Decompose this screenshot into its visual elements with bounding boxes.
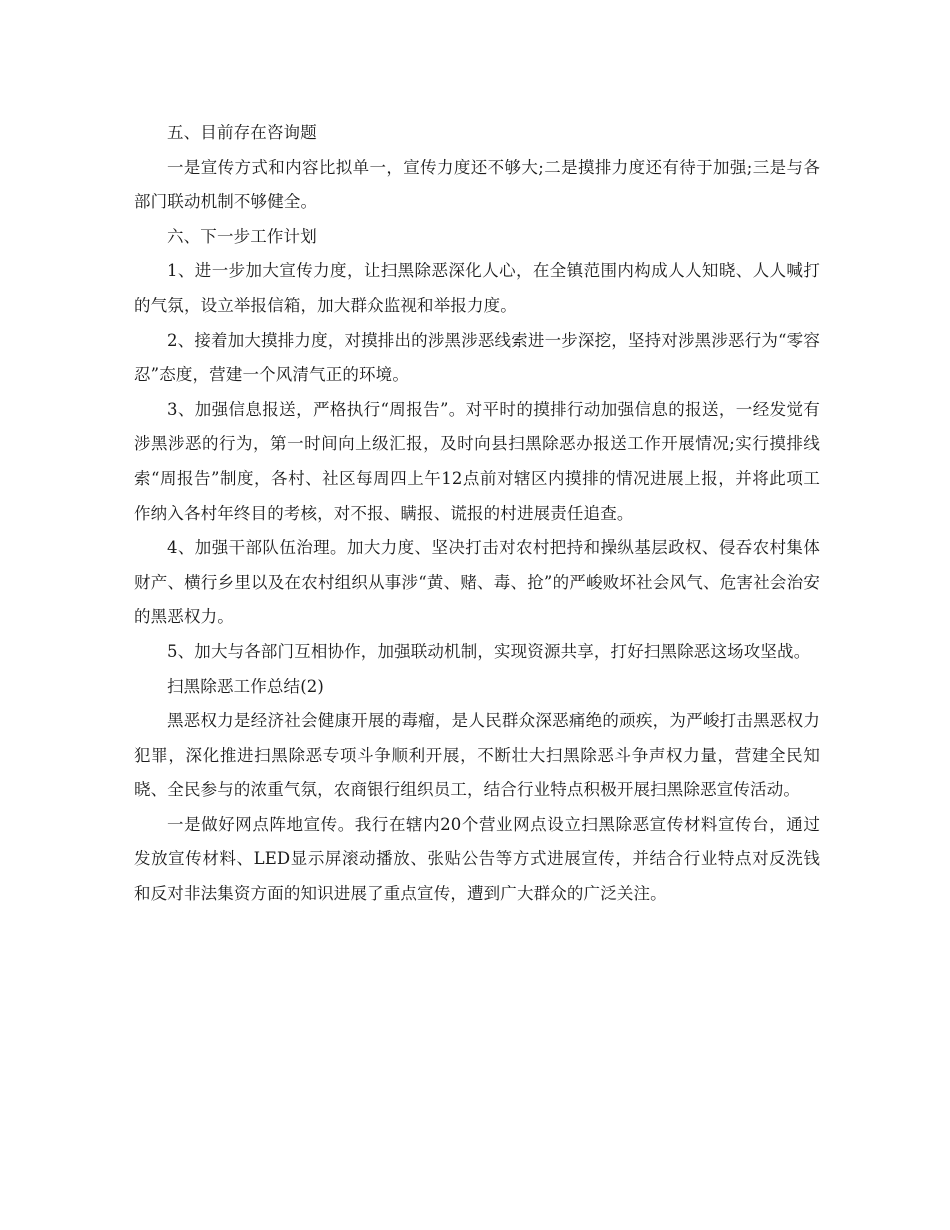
section-heading-summary-2: 扫黑除恶工作总结(2) bbox=[167, 676, 325, 696]
section-heading-current-problems: 五、目前存在咨询题 bbox=[167, 123, 317, 142]
paragraph-plan-5: 5、加大与各部门互相协作，加强联动机制，实现资源共享，打好扫黑除恶这场攻坚战。 bbox=[167, 641, 811, 661]
paragraph-summary-intro: 黑恶权力是经济社会健康开展的毒瘤，是人民群众深恶痛绝的顽疾，为严峻打击黑恶权力犯罪，深化推进扫黑除恶专项斗争顺利开展，不断壮大扫黑除恶斗争声权力量，营建全民知晓、全民参与的浓重气氛，农商银行组织员工，结合行业特点积极开展扫黑除恶宣传活动。 bbox=[134, 711, 820, 800]
paragraph-plan-2: 2、接着加大摸排力度，对摸排出的涉黑涉恶线索进一步深挖，坚持对涉黑涉恶行为“零容忍”态度，营建一个风清气正的环境。 bbox=[134, 330, 820, 385]
document-body bbox=[134, 116, 820, 912]
paragraph-plan-3: 3、加强信息报送，严格执行“周报告”。对平时的摸排行动加强信息的报送，一经发觉有涉黑涉恶的行为，第一时间向上级汇报，及时向县扫黑除恶办报送工作开展情况;实行摸排线索“周报告”制度，各村、社区每周四上午12点前对辖区内摸排的情况进展上报，并将此项工作纳入各村年终目的考核，对不报、瞒报、谎报的村进展责任追查。 bbox=[134, 399, 820, 523]
paragraph-branch-publicity: 一是做好网点阵地宣传。我行在辖内20个营业网点设立扫黑除恶宣传材料宣传台，通过发放宣传材料、LED显示屏滚动播放、张贴公告等方式进展宣传，并结合行业特点对反洗钱和反对非法集资方面的知识进展了重点宣传，遭到广大群众的广泛关注。 bbox=[134, 814, 820, 904]
paragraph-problems: 一是宣传方式和内容比拟单一，宣传力度还不够大;二是摸排力度还有待于加强;三是与各部门联动机制不够健全。 bbox=[134, 157, 820, 212]
section-heading-next-steps: 六、下一步工作计划 bbox=[167, 226, 317, 246]
paragraph-plan-4: 4、加强干部队伍治理。加大力度、坚决打击对农村把持和操纵基层政权、侵吞农村集体财产、横行乡里以及在农村组织从事涉“黄、赌、毒、抢”的严峻败坏社会风气、危害社会治安的黑恶权力。 bbox=[134, 538, 820, 627]
paragraph-plan-1: 1、进一步加大宣传力度，让扫黑除恶深化人心，在全镇范围内构成人人知晓、人人喊打的气氛，设立举报信箱，加大群众监视和举报力度。 bbox=[134, 261, 820, 315]
